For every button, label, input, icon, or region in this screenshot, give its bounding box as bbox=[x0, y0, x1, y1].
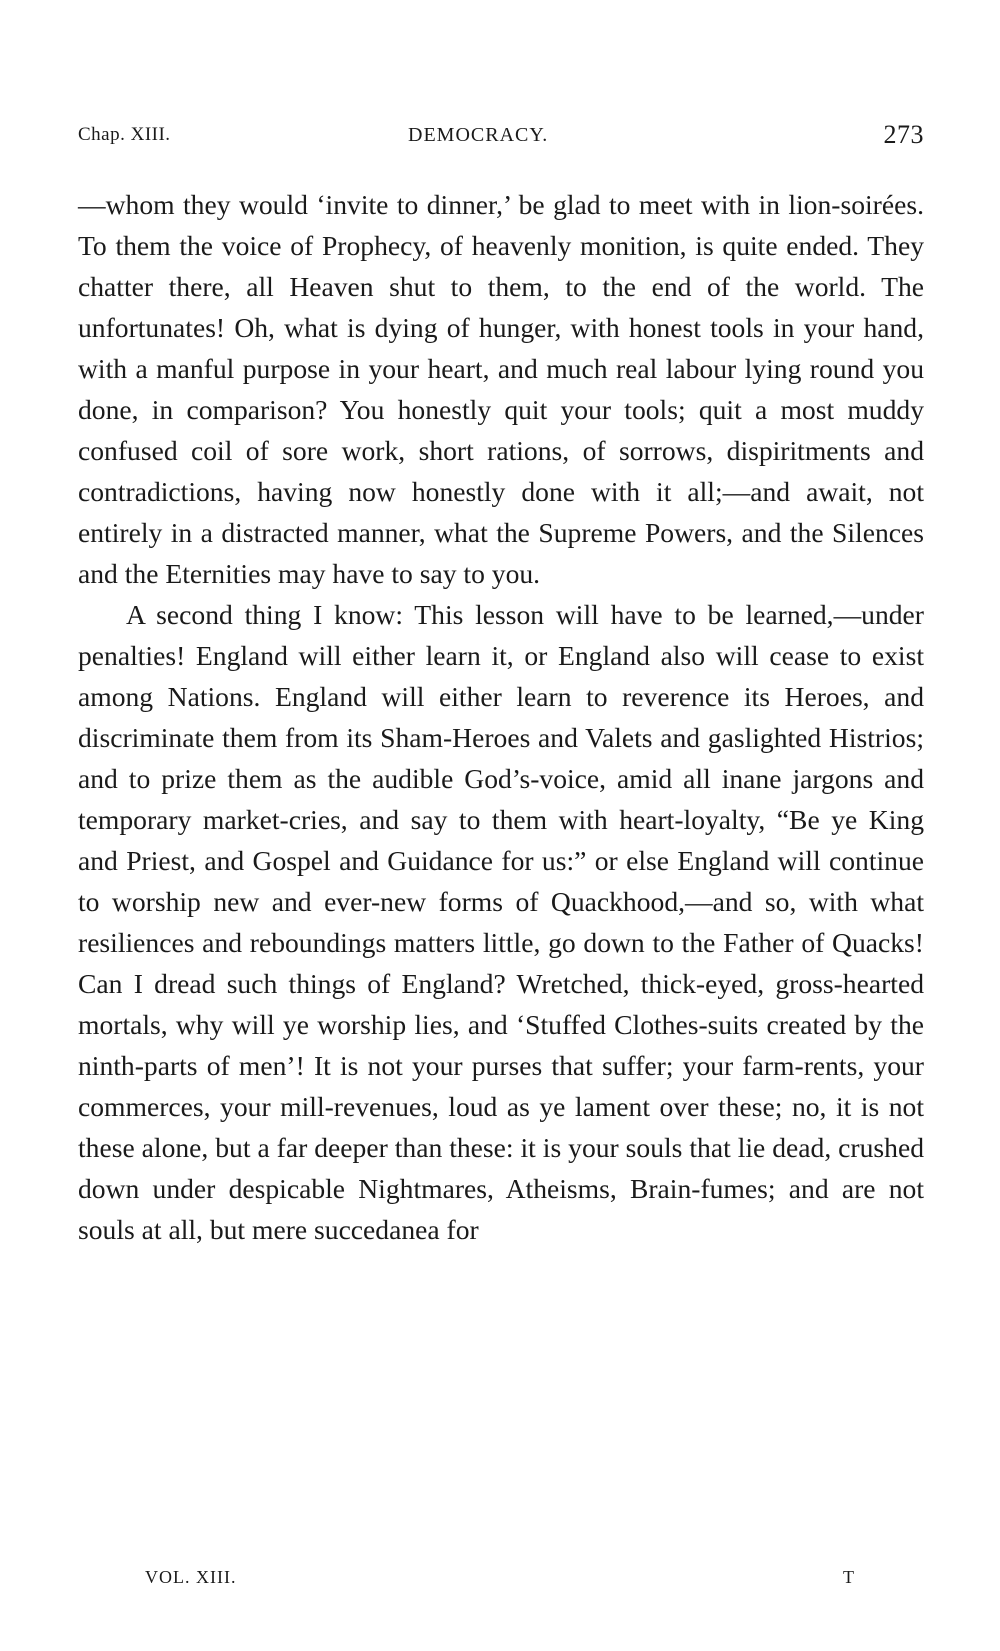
body-text bbox=[78, 184, 924, 1250]
chapter-label: Chap. XIII. bbox=[78, 124, 171, 145]
page-number: 273 bbox=[883, 120, 924, 149]
volume-signature: VOL. XIII. bbox=[145, 1567, 237, 1587]
running-title: DEMOCRACY. bbox=[408, 124, 549, 146]
page-footer bbox=[145, 1567, 855, 1597]
signature-mark: T bbox=[843, 1567, 855, 1587]
paragraph-continued: —whom they would ‘invite to dinner,’ be glad to meet with in lion-soirées. To them the voice of Prophecy, of heavenly monition, is quite ended. They chatter there, all Heaven shut to them, to the end of the world. The unfortunates! Oh, what is dying of hunger, with honest tools in your hand, with a manful purpose in your heart, and much real labour lying round you done, in comparison? You honestly quit your tools; quit a most muddy confused coil of sore work, short rations, of sorrows, dispiritments and contradictions, having now honestly done with it all;—and await, not entirely in a distracted manner, what the Supreme Powers, and the Silences and the Eternities may have to say to you. bbox=[78, 189, 924, 589]
running-head bbox=[78, 110, 924, 150]
book-page bbox=[78, 110, 924, 1250]
paragraph-second-thing: A second thing I know: This lesson will have to be learned,—under penalties! England will either learn it, or England also will cease to exist among Nations. England will either learn to reverence its Heroes, and discriminate them from its Sham-Heroes and Valets and gaslighted Histrios; and to prize them as the audible God’s-voice, amid all inane jargons and temporary market-cries, and say to them with heart-loyalty, “Be ye King and Priest, and Gospel and Guidance for us:” or else England will continue to worship new and ever-new forms of Quackhood,—and so, with what resiliences and reboundings matters little, go down to the Father of Quacks! Can I dread such things of England? Wretched, thick-eyed, gross-hearted mortals, why will ye worship lies, and ‘Stuffed Clothes-suits created by the ninth-parts of men’! It is not your purses that suffer; your farm-rents, your commerces, your mill-revenues, loud as ye lament over these; no, it is not these alone, but a far deeper than these: it is your souls that lie dead, crushed down under despicable Nightmares, Atheisms, Brain-fumes; and are not souls at all, but mere succedanea for bbox=[78, 599, 924, 1245]
